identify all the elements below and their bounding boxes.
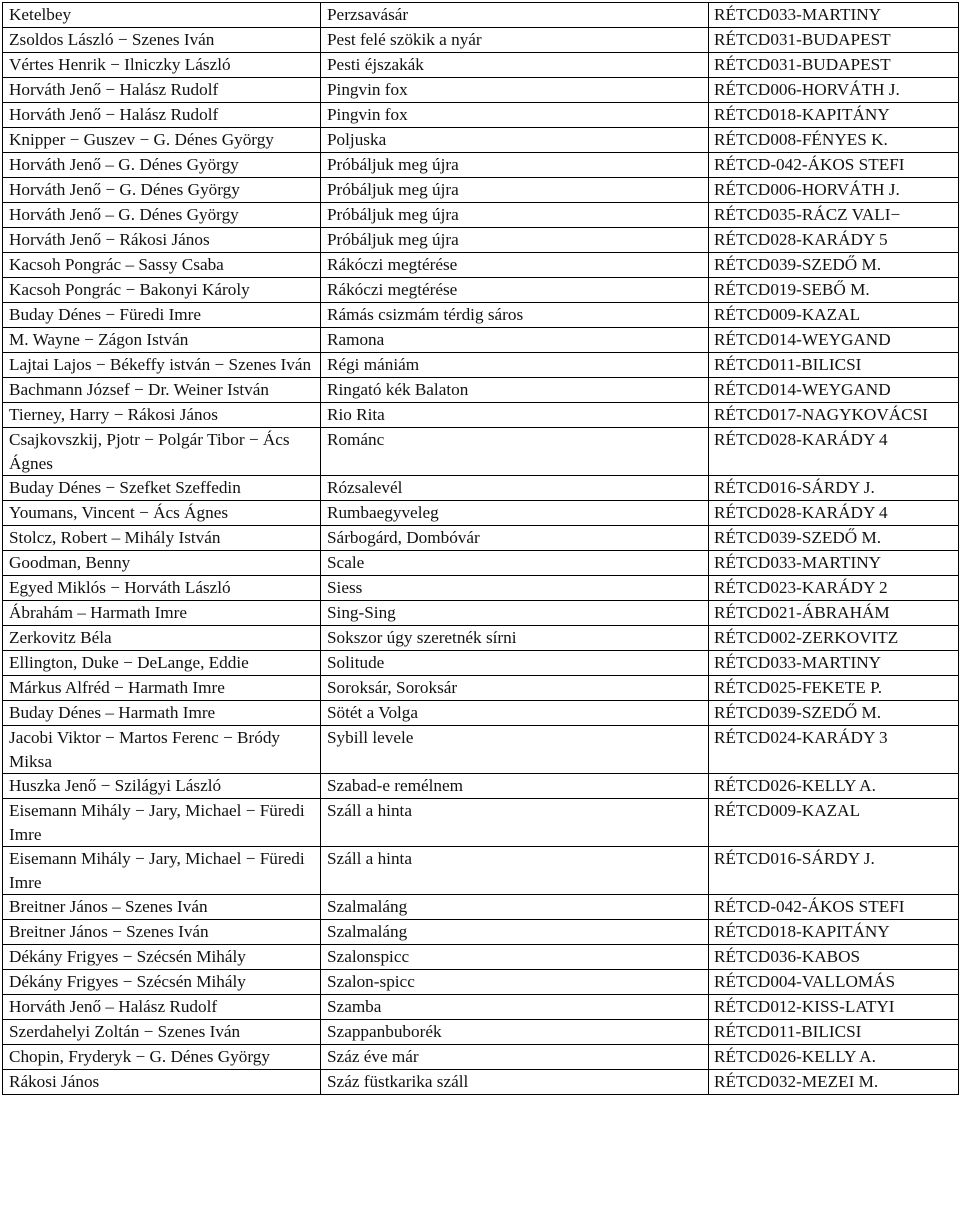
title-cell: Sybill levele bbox=[321, 726, 709, 774]
cd-cell: RÉTCD033-MARTINY bbox=[709, 651, 959, 676]
table-row bbox=[3, 1020, 959, 1045]
cd-cell: RÉTCD025-FEKETE P. bbox=[709, 676, 959, 701]
title-cell: Szalonspicc bbox=[321, 945, 709, 970]
cd-cell: RÉTCD004-VALLOMÁS bbox=[709, 970, 959, 995]
cd-cell: RÉTCD018-KAPITÁNY bbox=[709, 103, 959, 128]
table-row bbox=[3, 526, 959, 551]
title-cell: Szalmaláng bbox=[321, 920, 709, 945]
table-row bbox=[3, 476, 959, 501]
authors-cell: Márkus Alfréd − Harmath Imre bbox=[3, 676, 321, 701]
table-row bbox=[3, 53, 959, 78]
table-row bbox=[3, 103, 959, 128]
authors-cell: Horváth Jenő − Rákosi János bbox=[3, 228, 321, 253]
cd-cell: RÉTCD006-HORVÁTH J. bbox=[709, 178, 959, 203]
table-row bbox=[3, 153, 959, 178]
cd-cell: RÉTCD-042-ÁKOS STEFI bbox=[709, 895, 959, 920]
title-cell: Régi mániám bbox=[321, 353, 709, 378]
title-cell: Száz füstkarika száll bbox=[321, 1070, 709, 1095]
title-cell: Száll a hinta bbox=[321, 799, 709, 847]
cd-cell: RÉTCD-042-ÁKOS STEFI bbox=[709, 153, 959, 178]
cd-cell: RÉTCD039-SZEDŐ M. bbox=[709, 526, 959, 551]
table-row bbox=[3, 895, 959, 920]
table-row bbox=[3, 920, 959, 945]
cd-cell: RÉTCD026-KELLY A. bbox=[709, 774, 959, 799]
authors-cell: Breitner János − Szenes Iván bbox=[3, 920, 321, 945]
authors-cell: Rákosi János bbox=[3, 1070, 321, 1095]
authors-cell: Kacsoh Pongrác – Sassy Csaba bbox=[3, 253, 321, 278]
cd-cell: RÉTCD008-FÉNYES K. bbox=[709, 128, 959, 153]
title-cell: Rámás csizmám térdig sáros bbox=[321, 303, 709, 328]
table-row bbox=[3, 626, 959, 651]
authors-cell: Horváth Jenő − G. Dénes György bbox=[3, 178, 321, 203]
authors-cell: Kacsoh Pongrác − Bakonyi Károly bbox=[3, 278, 321, 303]
title-cell: Sötét a Volga bbox=[321, 701, 709, 726]
cd-cell: RÉTCD032-MEZEI M. bbox=[709, 1070, 959, 1095]
table-row bbox=[3, 278, 959, 303]
title-cell: Rákóczi megtérése bbox=[321, 253, 709, 278]
cd-cell: RÉTCD012-KISS-LATYI bbox=[709, 995, 959, 1020]
cd-cell: RÉTCD011-BILICSI bbox=[709, 353, 959, 378]
authors-cell: Jacobi Viktor − Martos Ferenc − Bródy Miksa bbox=[3, 726, 321, 774]
title-cell: Sárbogárd, Dombóvár bbox=[321, 526, 709, 551]
authors-cell: Horváth Jenő − Halász Rudolf bbox=[3, 103, 321, 128]
cd-cell: RÉTCD006-HORVÁTH J. bbox=[709, 78, 959, 103]
cd-cell: RÉTCD028-KARÁDY 5 bbox=[709, 228, 959, 253]
authors-cell: Csajkovszkij, Pjotr − Polgár Tibor − Ács Ágnes bbox=[3, 428, 321, 476]
table-row bbox=[3, 676, 959, 701]
authors-cell: Chopin, Fryderyk − G. Dénes György bbox=[3, 1045, 321, 1070]
authors-cell: Zerkovitz Béla bbox=[3, 626, 321, 651]
cd-cell: RÉTCD024-KARÁDY 3 bbox=[709, 726, 959, 774]
table-row bbox=[3, 701, 959, 726]
title-cell: Szamba bbox=[321, 995, 709, 1020]
authors-cell: Lajtai Lajos − Békeffy istván − Szenes Iván bbox=[3, 353, 321, 378]
title-cell: Próbáljuk meg újra bbox=[321, 228, 709, 253]
authors-cell: Buday Dénes − Szefket Szeffedin bbox=[3, 476, 321, 501]
table-row bbox=[3, 228, 959, 253]
cd-cell: RÉTCD018-KAPITÁNY bbox=[709, 920, 959, 945]
authors-cell: Horváth Jenő – G. Dénes György bbox=[3, 153, 321, 178]
table-row bbox=[3, 774, 959, 799]
cd-cell: RÉTCD009-KAZAL bbox=[709, 799, 959, 847]
title-cell: Soroksár, Soroksár bbox=[321, 676, 709, 701]
authors-cell: Huszka Jenő − Szilágyi László bbox=[3, 774, 321, 799]
table-row bbox=[3, 799, 959, 847]
authors-cell: Buday Dénes − Füredi Imre bbox=[3, 303, 321, 328]
title-cell: Scale bbox=[321, 551, 709, 576]
table-row bbox=[3, 1045, 959, 1070]
cd-cell: RÉTCD028-KARÁDY 4 bbox=[709, 428, 959, 476]
table-row bbox=[3, 945, 959, 970]
authors-cell: Vértes Henrik − Ilniczky László bbox=[3, 53, 321, 78]
cd-cell: RÉTCD014-WEYGAND bbox=[709, 378, 959, 403]
authors-cell: Dékány Frigyes − Szécsén Mihály bbox=[3, 970, 321, 995]
cd-cell: RÉTCD014-WEYGAND bbox=[709, 328, 959, 353]
table-row bbox=[3, 847, 959, 895]
title-cell: Sokszor úgy szeretnék sírni bbox=[321, 626, 709, 651]
table-row bbox=[3, 601, 959, 626]
table-row bbox=[3, 403, 959, 428]
table-row bbox=[3, 501, 959, 526]
title-cell: Perzsavásár bbox=[321, 3, 709, 28]
table-row bbox=[3, 726, 959, 774]
authors-cell: Horváth Jenő – G. Dénes György bbox=[3, 203, 321, 228]
authors-cell: Bachmann József − Dr. Weiner István bbox=[3, 378, 321, 403]
authors-cell: Youmans, Vincent − Ács Ágnes bbox=[3, 501, 321, 526]
cd-cell: RÉTCD019-SEBŐ M. bbox=[709, 278, 959, 303]
table-row bbox=[3, 178, 959, 203]
authors-cell: Zsoldos László − Szenes Iván bbox=[3, 28, 321, 53]
cd-cell: RÉTCD033-MARTINY bbox=[709, 551, 959, 576]
cd-cell: RÉTCD036-KABOS bbox=[709, 945, 959, 970]
title-cell: Rumbaegyveleg bbox=[321, 501, 709, 526]
title-cell: Poljuska bbox=[321, 128, 709, 153]
table-row bbox=[3, 1070, 959, 1095]
authors-cell: Goodman, Benny bbox=[3, 551, 321, 576]
table-row bbox=[3, 3, 959, 28]
title-cell: Próbáljuk meg újra bbox=[321, 203, 709, 228]
table-row bbox=[3, 353, 959, 378]
title-cell: Siess bbox=[321, 576, 709, 601]
cd-cell: RÉTCD011-BILICSI bbox=[709, 1020, 959, 1045]
cd-cell: RÉTCD017-NAGYKOVÁCSI bbox=[709, 403, 959, 428]
table-row bbox=[3, 203, 959, 228]
title-cell: Ringató kék Balaton bbox=[321, 378, 709, 403]
title-cell: Száll a hinta bbox=[321, 847, 709, 895]
authors-cell: Stolcz, Robert – Mihály István bbox=[3, 526, 321, 551]
cd-cell: RÉTCD002-ZERKOVITZ bbox=[709, 626, 959, 651]
title-cell: Szappanbuborék bbox=[321, 1020, 709, 1045]
cd-cell: RÉTCD009-KAZAL bbox=[709, 303, 959, 328]
title-cell: Szalon-spicc bbox=[321, 970, 709, 995]
authors-cell: Ketelbey bbox=[3, 3, 321, 28]
title-cell: Pingvin fox bbox=[321, 103, 709, 128]
table-row bbox=[3, 328, 959, 353]
table-row bbox=[3, 651, 959, 676]
table-row bbox=[3, 78, 959, 103]
title-cell: Sing-Sing bbox=[321, 601, 709, 626]
table-row bbox=[3, 28, 959, 53]
cd-cell: RÉTCD035-RÁCZ VALI− bbox=[709, 203, 959, 228]
cd-cell: RÉTCD021-ÁBRAHÁM bbox=[709, 601, 959, 626]
cd-cell: RÉTCD028-KARÁDY 4 bbox=[709, 501, 959, 526]
table-row bbox=[3, 970, 959, 995]
title-cell: Rákóczi megtérése bbox=[321, 278, 709, 303]
cd-cell: RÉTCD031-BUDAPEST bbox=[709, 28, 959, 53]
authors-cell: Horváth Jenő − Halász Rudolf bbox=[3, 78, 321, 103]
song-catalog-table bbox=[2, 2, 959, 1095]
table-row bbox=[3, 551, 959, 576]
authors-cell: Dékány Frigyes − Szécsén Mihály bbox=[3, 945, 321, 970]
table-row bbox=[3, 995, 959, 1020]
cd-cell: RÉTCD016-SÁRDY J. bbox=[709, 476, 959, 501]
title-cell: Szalmaláng bbox=[321, 895, 709, 920]
authors-cell: Egyed Miklós − Horváth László bbox=[3, 576, 321, 601]
cd-cell: RÉTCD023-KARÁDY 2 bbox=[709, 576, 959, 601]
authors-cell: Szerdahelyi Zoltán − Szenes Iván bbox=[3, 1020, 321, 1045]
cd-cell: RÉTCD016-SÁRDY J. bbox=[709, 847, 959, 895]
title-cell: Pesti éjszakák bbox=[321, 53, 709, 78]
authors-cell: Tierney, Harry − Rákosi János bbox=[3, 403, 321, 428]
title-cell: Száz éve már bbox=[321, 1045, 709, 1070]
title-cell: Pest felé szökik a nyár bbox=[321, 28, 709, 53]
table-row bbox=[3, 576, 959, 601]
authors-cell: Ellington, Duke − DeLange, Eddie bbox=[3, 651, 321, 676]
table-row bbox=[3, 378, 959, 403]
cd-cell: RÉTCD031-BUDAPEST bbox=[709, 53, 959, 78]
table-row bbox=[3, 428, 959, 476]
table-row bbox=[3, 253, 959, 278]
title-cell: Rio Rita bbox=[321, 403, 709, 428]
authors-cell: Breitner János – Szenes Iván bbox=[3, 895, 321, 920]
title-cell: Rózsalevél bbox=[321, 476, 709, 501]
title-cell: Ramona bbox=[321, 328, 709, 353]
table-row bbox=[3, 303, 959, 328]
authors-cell: Horváth Jenő – Halász Rudolf bbox=[3, 995, 321, 1020]
authors-cell: Eisemann Mihály − Jary, Michael − Füredi Imre bbox=[3, 847, 321, 895]
authors-cell: M. Wayne − Zágon István bbox=[3, 328, 321, 353]
title-cell: Solitude bbox=[321, 651, 709, 676]
table-row bbox=[3, 128, 959, 153]
title-cell: Románc bbox=[321, 428, 709, 476]
authors-cell: Knipper − Guszev − G. Dénes György bbox=[3, 128, 321, 153]
authors-cell: Eisemann Mihály − Jary, Michael − Füredi Imre bbox=[3, 799, 321, 847]
song-catalog-body bbox=[3, 3, 959, 1095]
cd-cell: RÉTCD033-MARTINY bbox=[709, 3, 959, 28]
cd-cell: RÉTCD026-KELLY A. bbox=[709, 1045, 959, 1070]
authors-cell: Buday Dénes – Harmath Imre bbox=[3, 701, 321, 726]
cd-cell: RÉTCD039-SZEDŐ M. bbox=[709, 253, 959, 278]
cd-cell: RÉTCD039-SZEDŐ M. bbox=[709, 701, 959, 726]
title-cell: Pingvin fox bbox=[321, 78, 709, 103]
title-cell: Próbáljuk meg újra bbox=[321, 153, 709, 178]
title-cell: Szabad-e remélnem bbox=[321, 774, 709, 799]
title-cell: Próbáljuk meg újra bbox=[321, 178, 709, 203]
authors-cell: Ábrahám – Harmath Imre bbox=[3, 601, 321, 626]
